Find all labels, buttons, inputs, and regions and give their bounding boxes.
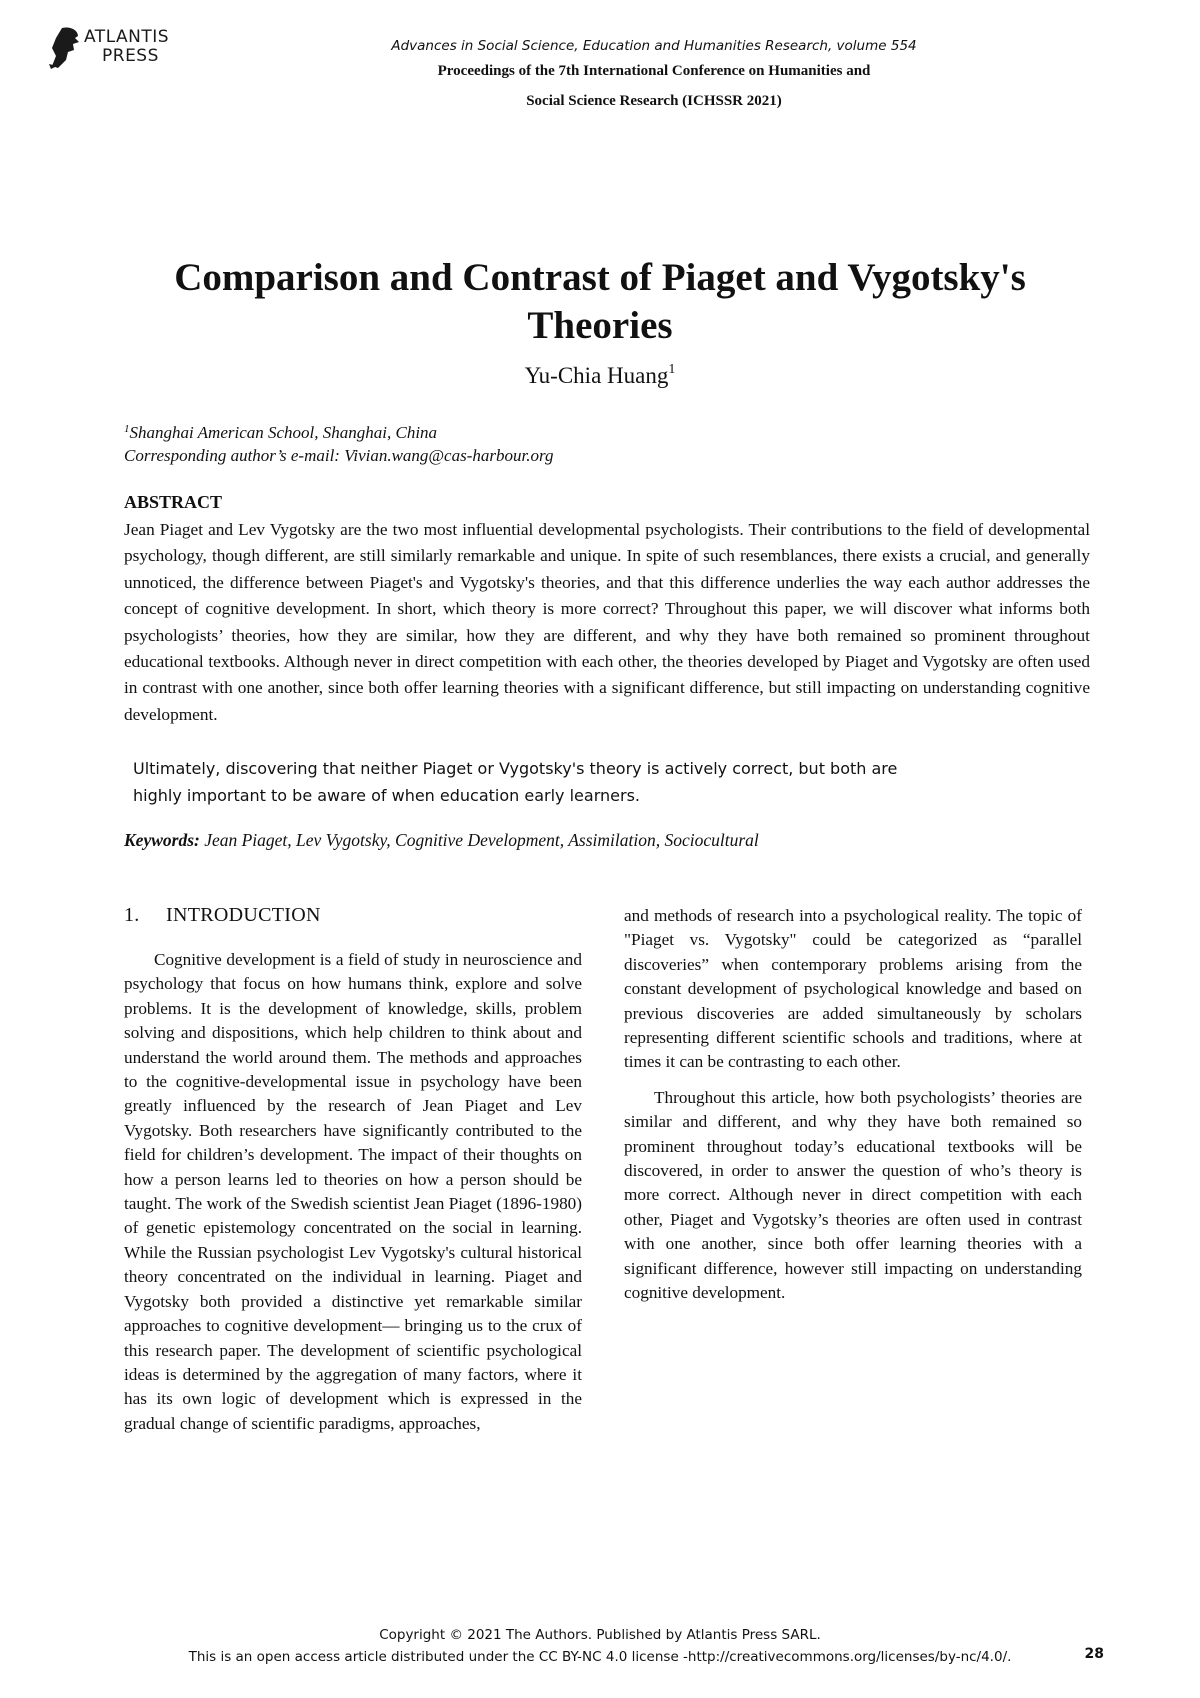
proceedings-line2: Social Science Research (ICHSSR 2021) <box>526 93 782 109</box>
abstract-extra-line2: highly important to be aware of when education early learners. <box>133 786 640 805</box>
author-superscript: 1 <box>668 362 676 377</box>
section-heading <box>124 904 321 927</box>
keywords-line <box>124 830 759 851</box>
keywords-text: Jean Piaget, Lev Vygotsky, Cognitive Development, Assimilation, Sociocultural <box>204 830 759 850</box>
journal-name: Advances in Social Science, Education and Humanities Research, volume 554 <box>391 38 917 54</box>
abstract-heading: ABSTRACT <box>124 492 223 512</box>
page-number: 28 <box>1084 1646 1104 1662</box>
author-line <box>0 362 1200 389</box>
title-line1: Comparison and Contrast of Piaget and Vygotsky's <box>174 256 1026 299</box>
intro-paragraph-3: Throughout this article, how both psychologists’ theories are similar and different, and why they have both remained so prominent throughout today’s educational textbooks will be discovered, in order to answer the question of who’s theory is more correct. Although never in direct competition with each other, Piaget and Vygotsky’s theories are often used in contrast with one another, since both offer learning theories with a significant difference, however still impacting on understanding cognitive development. <box>624 1087 1082 1303</box>
intro-paragraph-1: Cognitive development is a field of study in neuroscience and psychology that focus on how humans think, explore and solve problems. It is the development of knowledge, skills, problem solving and dispositions, which help children to think about and understand the world around them. The methods and approaches to the cognitive-developmental issue in psychology have been greatly influenced by the research of Jean Piaget and Lev Vygotsky. Both researchers have significantly contributed to the field for children’s development. The impact of their thoughts on how a person learns led to theories on how a person should be taught. The work of the Swedish scientist Jean Piaget (1896-1980) of genetic epistemology concentrated on the social in learning. While the Russian psychologist Lev Vygotsky's cultural historical theory concentrated on the individual in learning. Piaget and Vygotsky both provided a distinctive yet remarkable similar approaches to cognitive development— bringing us to the crux of this research paper. The development of scientific psychological ideas is determined by the aggregation of many factors, where it has its own logic of development which is expressed in the gradual change of scientific paradigms, approaches, <box>124 950 582 1433</box>
paper-title <box>60 254 1140 350</box>
affiliation-superscript: 1 <box>124 423 130 435</box>
section-title: INTRODUCTION <box>166 904 321 926</box>
intro-paragraph-2: and methods of research into a psychological reality. The topic of "Piaget vs. Vygotsky" could be categorized as “parallel discoveries” when contemporary problems arising from the constant development of psychological knowledge and based on previous discoveries are added simultaneously by scholars representing different scientific schools and traditions, where at times it can be contrasting to each other. <box>624 906 1082 1072</box>
affiliation-block <box>124 418 553 467</box>
corresponding-email: Corresponding author’s e-mail: Vivian.wang@cas-harbour.org <box>124 446 554 465</box>
proceedings-line1: Proceedings of the 7th International Conference on Humanities and <box>437 63 871 79</box>
left-column <box>124 948 582 1436</box>
copyright-line: Copyright © 2021 The Authors. Published by Atlantis Press SARL. <box>379 1627 821 1643</box>
page-footer <box>0 1624 1200 1668</box>
author-name: Yu-Chia Huang <box>524 363 669 388</box>
keywords-label: Keywords: <box>124 830 200 850</box>
affiliation: Shanghai American School, Shanghai, China <box>129 423 438 442</box>
running-header <box>0 36 1200 116</box>
abstract-extra <box>133 755 1093 809</box>
abstract-extra-line1: Ultimately, discovering that neither Piaget or Vygotsky's theory is actively correct, but both are <box>133 759 898 778</box>
title-line2: Theories <box>527 304 673 347</box>
abstract-body: Jean Piaget and Lev Vygotsky are the two most influential developmental psychologists. Their contributions to the field of developmental psychology, though different, are still similarly remarkable and unique. In spite of such resemblances, there exists a crucial, and generally unnoticed, the difference between Piaget's and Vygotsky's theories, and that this difference underlies the way each author addresses the concept of cognitive development. In short, which theory is more correct? Throughout this paper, we will discover what informs both psychologists’ theories, how they are similar, how they are different, and why they have both remained so prominent throughout educational textbooks. Although never in direct competition with each other, the theories developed by Piaget and Vygotsky are often used in contrast with one another, since both offer learning theories with a significant difference, but still impacting on understanding cognitive development. <box>124 520 1090 724</box>
license-line: This is an open access article distributed under the CC BY-NC 4.0 license -http://creativecommons.org/licenses/by-nc/4.0/. <box>188 1649 1012 1665</box>
section-number: 1. <box>124 904 140 926</box>
right-column <box>624 904 1082 1306</box>
logo-line1: ATLANTIS <box>84 27 170 47</box>
logo-line2: PRESS <box>102 46 159 66</box>
